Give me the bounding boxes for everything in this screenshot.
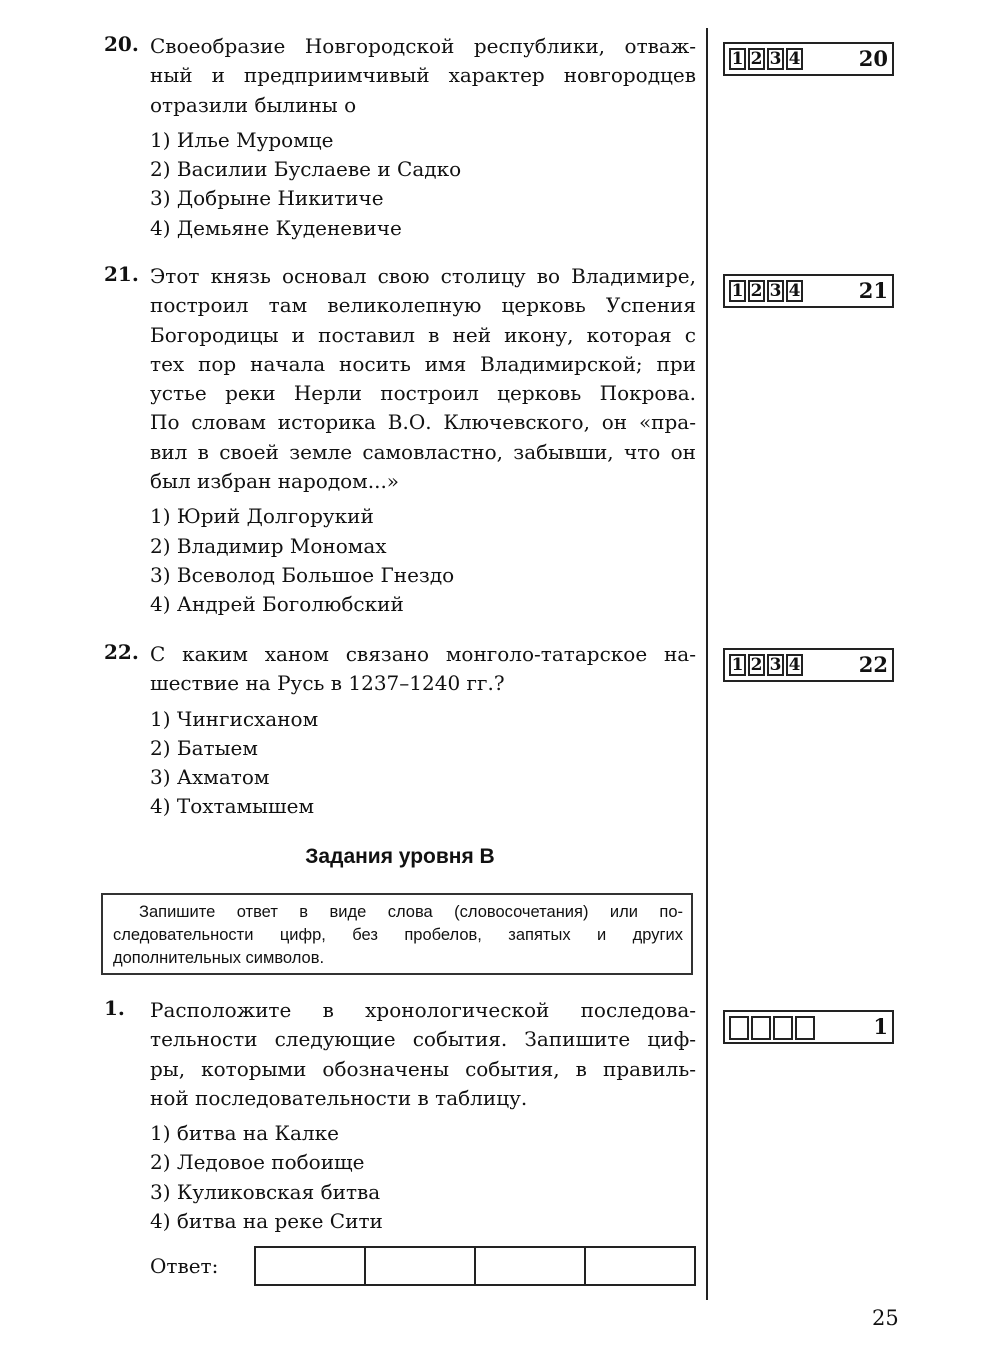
question-text-line: Расположите в хронологической последова-: [150, 998, 696, 1022]
question-text-line: Этот князь основал свою столицу во Владимире,: [150, 264, 696, 288]
answer-cells: [729, 280, 803, 302]
instruction-line: дополнительных символов.: [113, 949, 325, 967]
instruction-box: [101, 893, 693, 975]
question-number: 1.: [104, 996, 125, 1020]
answer-box-number: 21: [858, 278, 888, 303]
answer-choice-cell[interactable]: 2: [748, 280, 765, 302]
question-text-line: тельности следующие события. Запишите циф-: [150, 1027, 696, 1052]
answer-option[interactable]: 2) Василии Буслаеве и Садко: [150, 157, 462, 182]
answer-option[interactable]: 3) Куликовская битва: [150, 1179, 381, 1204]
answer-cells: [729, 654, 803, 676]
column-divider: [706, 28, 708, 1300]
question-text-line: отразили былины о: [150, 92, 357, 117]
question-text-line: С каким ханом связано монголо-татарское на-: [150, 642, 696, 666]
answer-option[interactable]: 1) Юрий Долгорукий: [150, 504, 374, 529]
answer-choice-cell[interactable]: [773, 1016, 793, 1040]
options-list: [104, 502, 696, 619]
answer-cell[interactable]: [366, 1248, 476, 1284]
question-number: 22.: [104, 640, 139, 664]
answer-choice-cell[interactable]: 4: [786, 654, 803, 676]
answer-option[interactable]: 2) Владимир Мономах: [150, 533, 387, 558]
answer-box-number: 22: [858, 652, 888, 677]
question-text-line: построил там великолепную церковь Успения: [150, 293, 696, 318]
answer-choice-cell[interactable]: 3: [767, 280, 784, 302]
answer-box-number: 1: [873, 1014, 888, 1039]
answer-option[interactable]: 4) Демьяне Куденевиче: [150, 215, 402, 240]
question-text-line: вил в своей земле самовластно, забывши, что он: [150, 439, 696, 464]
question-3: [104, 996, 696, 1236]
answer-choice-cell[interactable]: 2: [748, 654, 765, 676]
answer-box: [723, 42, 894, 76]
answer-option[interactable]: 1) Илье Муромце: [150, 127, 334, 152]
answer-option[interactable]: 2) Батыем: [150, 735, 258, 760]
answer-option[interactable]: 1) Чингисханом: [150, 706, 319, 731]
answer-option[interactable]: 1) битва на Калке: [150, 1121, 339, 1146]
answer-option[interactable]: 4) Тохтамышем: [150, 794, 314, 819]
question-text-line: тех пор начала носить имя Владимирской; при: [150, 351, 696, 376]
answer-choice-cell[interactable]: 1: [729, 654, 746, 676]
answer-option[interactable]: 3) Добрыне Никитиче: [150, 186, 384, 211]
answer-option[interactable]: 3) Всеволод Большое Гнездо: [150, 562, 455, 587]
question-text-line: ный и предприимчивый характер новгородцев: [150, 63, 696, 88]
answer-choice-cell[interactable]: 4: [786, 48, 803, 70]
question-text-line: По словам историка В.О. Ключевского, он «пра-: [150, 410, 696, 435]
answer-option[interactable]: 3) Ахматом: [150, 765, 270, 790]
answer-cell[interactable]: [256, 1248, 366, 1284]
answer-cells: [729, 1016, 815, 1040]
question-text-line: ной последовательности в таблицу.: [150, 1085, 528, 1110]
answer-choice-cell[interactable]: [795, 1016, 815, 1040]
question-text-line: ры, которыми обозначены события, в правиль-: [150, 1056, 696, 1081]
question-text-line: устье реки Нерли построил церковь Покрова.: [150, 381, 696, 406]
instruction-line: следовательности цифр, без пробелов, запятых и других: [113, 926, 683, 944]
answer-box: [723, 1010, 894, 1044]
answer-choice-cell[interactable]: 4: [786, 280, 803, 302]
answer-choice-cell[interactable]: 2: [748, 48, 765, 70]
answer-choice-cell[interactable]: 1: [729, 280, 746, 302]
answer-box: [723, 648, 894, 682]
answer-option[interactable]: 4) битва на реке Сити: [150, 1209, 383, 1234]
answer-choice-cell[interactable]: 3: [767, 48, 784, 70]
question-text-line: шествие на Русь в 1237–1240 гг.?: [150, 671, 505, 696]
answer-option[interactable]: 2) Ледовое побоище: [150, 1150, 365, 1175]
answer-table: [254, 1246, 696, 1286]
answer-box: [723, 274, 894, 308]
question-number: 21.: [104, 262, 139, 286]
instruction-line: Запишите ответ в виде слова (словосочетания) или по-: [139, 903, 683, 921]
question-number: 20.: [104, 32, 139, 56]
page-number: 25: [872, 1306, 899, 1330]
answer-box-number: 20: [858, 46, 888, 71]
answer-cell[interactable]: [586, 1248, 694, 1284]
answer-cell[interactable]: [476, 1248, 586, 1284]
answer-option[interactable]: 4) Андрей Боголюбский: [150, 592, 404, 617]
options-list: [104, 1119, 696, 1236]
question-text-line: Своеобразие Новгородской республики, отваж-: [150, 34, 696, 58]
answer-choice-cell[interactable]: [751, 1016, 771, 1040]
question-2: [104, 640, 696, 822]
options-list: [104, 705, 696, 822]
answer-label: Ответ:: [150, 1254, 219, 1278]
question-0: [104, 32, 696, 243]
answer-cells: [729, 48, 803, 70]
question-1: [104, 262, 696, 620]
answer-choice-cell[interactable]: [729, 1016, 749, 1040]
question-text-line: был избран народом...»: [150, 469, 400, 494]
options-list: [104, 126, 696, 243]
answer-choice-cell[interactable]: 1: [729, 48, 746, 70]
section-heading: Задания уровня В: [305, 845, 495, 868]
answer-choice-cell[interactable]: 3: [767, 654, 784, 676]
question-text-line: Богородицы и поставил в ней икону, которая с: [150, 322, 696, 347]
